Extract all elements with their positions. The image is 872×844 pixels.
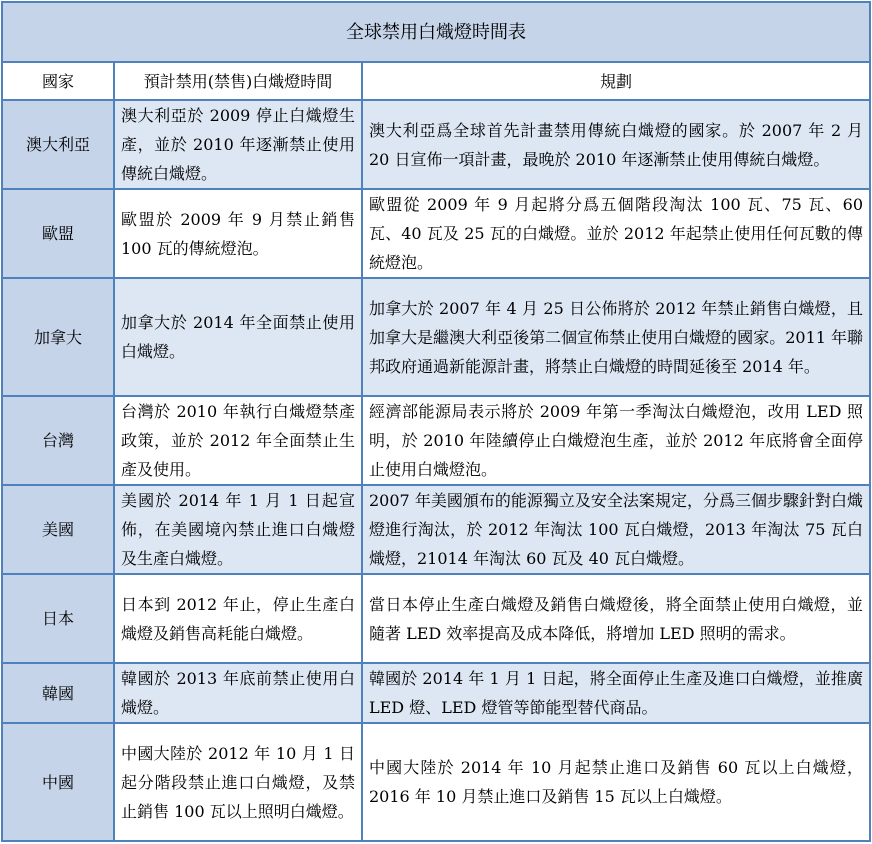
column-header-country: 國家 [2,62,114,100]
ban-time-cell: 台灣於 2010 年執行白熾燈禁產政策，並於 2012 年全面禁止生產及使用。 [114,396,362,485]
plan-cell: 經濟部能源局表示將於 2009 年第一季淘汰白熾燈泡，改用 LED 照明，於 2010 年陸續停止白熾燈泡生產，並於 2012 年底將會全面停止使用白熾燈泡。 [362,396,870,485]
plan-cell: 2007 年美國頒布的能源獨立及安全法案規定，分爲三個步驟針對白熾燈進行淘汰，於 2012 年淘汰 100 瓦白熾燈，2013 年淘汰 75 瓦白熾燈，21014 年淘汰 60 瓦及 40 瓦白熾燈。 [362,485,870,574]
table-row [2,100,870,189]
header-row [2,62,870,100]
table-row [2,278,870,396]
country-cell: 歐盟 [2,189,114,278]
country-cell: 澳大利亞 [2,100,114,189]
ban-time-cell: 澳大利亞於 2009 停止白熾燈生產，並於 2010 年逐漸禁止使用傳統白熾燈。 [114,100,362,189]
country-cell: 台灣 [2,396,114,485]
plan-cell: 韓國於 2014 年 1 月 1 日起，將全面停止生產及進口白熾燈，並推廣 LED 燈、LED 燈管等節能型替代商品。 [362,663,870,723]
column-header-ban-time: 預計禁用(禁售)白熾燈時間 [114,62,362,100]
country-cell: 加拿大 [2,278,114,396]
plan-cell: 澳大利亞爲全球首先計畫禁用傳統白熾燈的國家。於 2007 年 2 月 20 日宣佈一項計畫，最晚於 2010 年逐漸禁止使用傳統白熾燈。 [362,100,870,189]
plan-cell: 加拿大於 2007 年 4 月 25 日公佈將於 2012 年禁止銷售白熾燈，且加拿大是繼澳大利亞後第二個宣佈禁止使用白熾燈的國家。2011 年聯邦政府通過新能源計畫，將禁止白熾燈的時間延後至 2014 年。 [362,278,870,396]
ban-time-cell: 中國大陸於 2012 年 10 月 1 日起分階段禁止進口白熾燈，及禁止銷售 100 瓦以上照明白熾燈。 [114,723,362,841]
table-row [2,723,870,841]
table-row [2,485,870,574]
ban-time-cell: 韓國於 2013 年底前禁止使用白熾燈。 [114,663,362,723]
ban-time-cell: 美國於 2014 年 1 月 1 日起宣佈，在美國境內禁止進口白熾燈及生產白熾燈。 [114,485,362,574]
ban-time-cell: 日本到 2012 年止，停止生產白熾燈及銷售高耗能白熾燈。 [114,574,362,663]
country-cell: 韓國 [2,663,114,723]
incandescent-ban-table [1,1,871,842]
table-row [2,396,870,485]
plan-cell: 歐盟從 2009 年 9 月起將分爲五個階段淘汰 100 瓦、75 瓦、60 瓦、40 瓦及 25 瓦的白熾燈。並於 2012 年起禁止使用任何瓦數的傳統燈泡。 [362,189,870,278]
country-cell: 美國 [2,485,114,574]
ban-time-cell: 加拿大於 2014 年全面禁止使用白熾燈。 [114,278,362,396]
table-row [2,574,870,663]
table-row [2,189,870,278]
table-row [2,663,870,723]
country-cell: 中國 [2,723,114,841]
plan-cell: 中國大陸於 2014 年 10 月起禁止進口及銷售 60 瓦以上白熾燈，2016 年 10 月禁止進口及銷售 15 瓦以上白熾燈。 [362,723,870,841]
ban-time-cell: 歐盟於 2009 年 9 月禁止銷售 100 瓦的傳統燈泡。 [114,189,362,278]
column-header-plan: 規劃 [362,62,870,100]
country-cell: 日本 [2,574,114,663]
plan-cell: 當日本停止生產白熾燈及銷售白熾燈後，將全面禁止使用白熾燈，並隨著 LED 效率提高及成本降低，將增加 LED 照明的需求。 [362,574,870,663]
table-title: 全球禁用白熾燈時間表 [2,2,870,62]
